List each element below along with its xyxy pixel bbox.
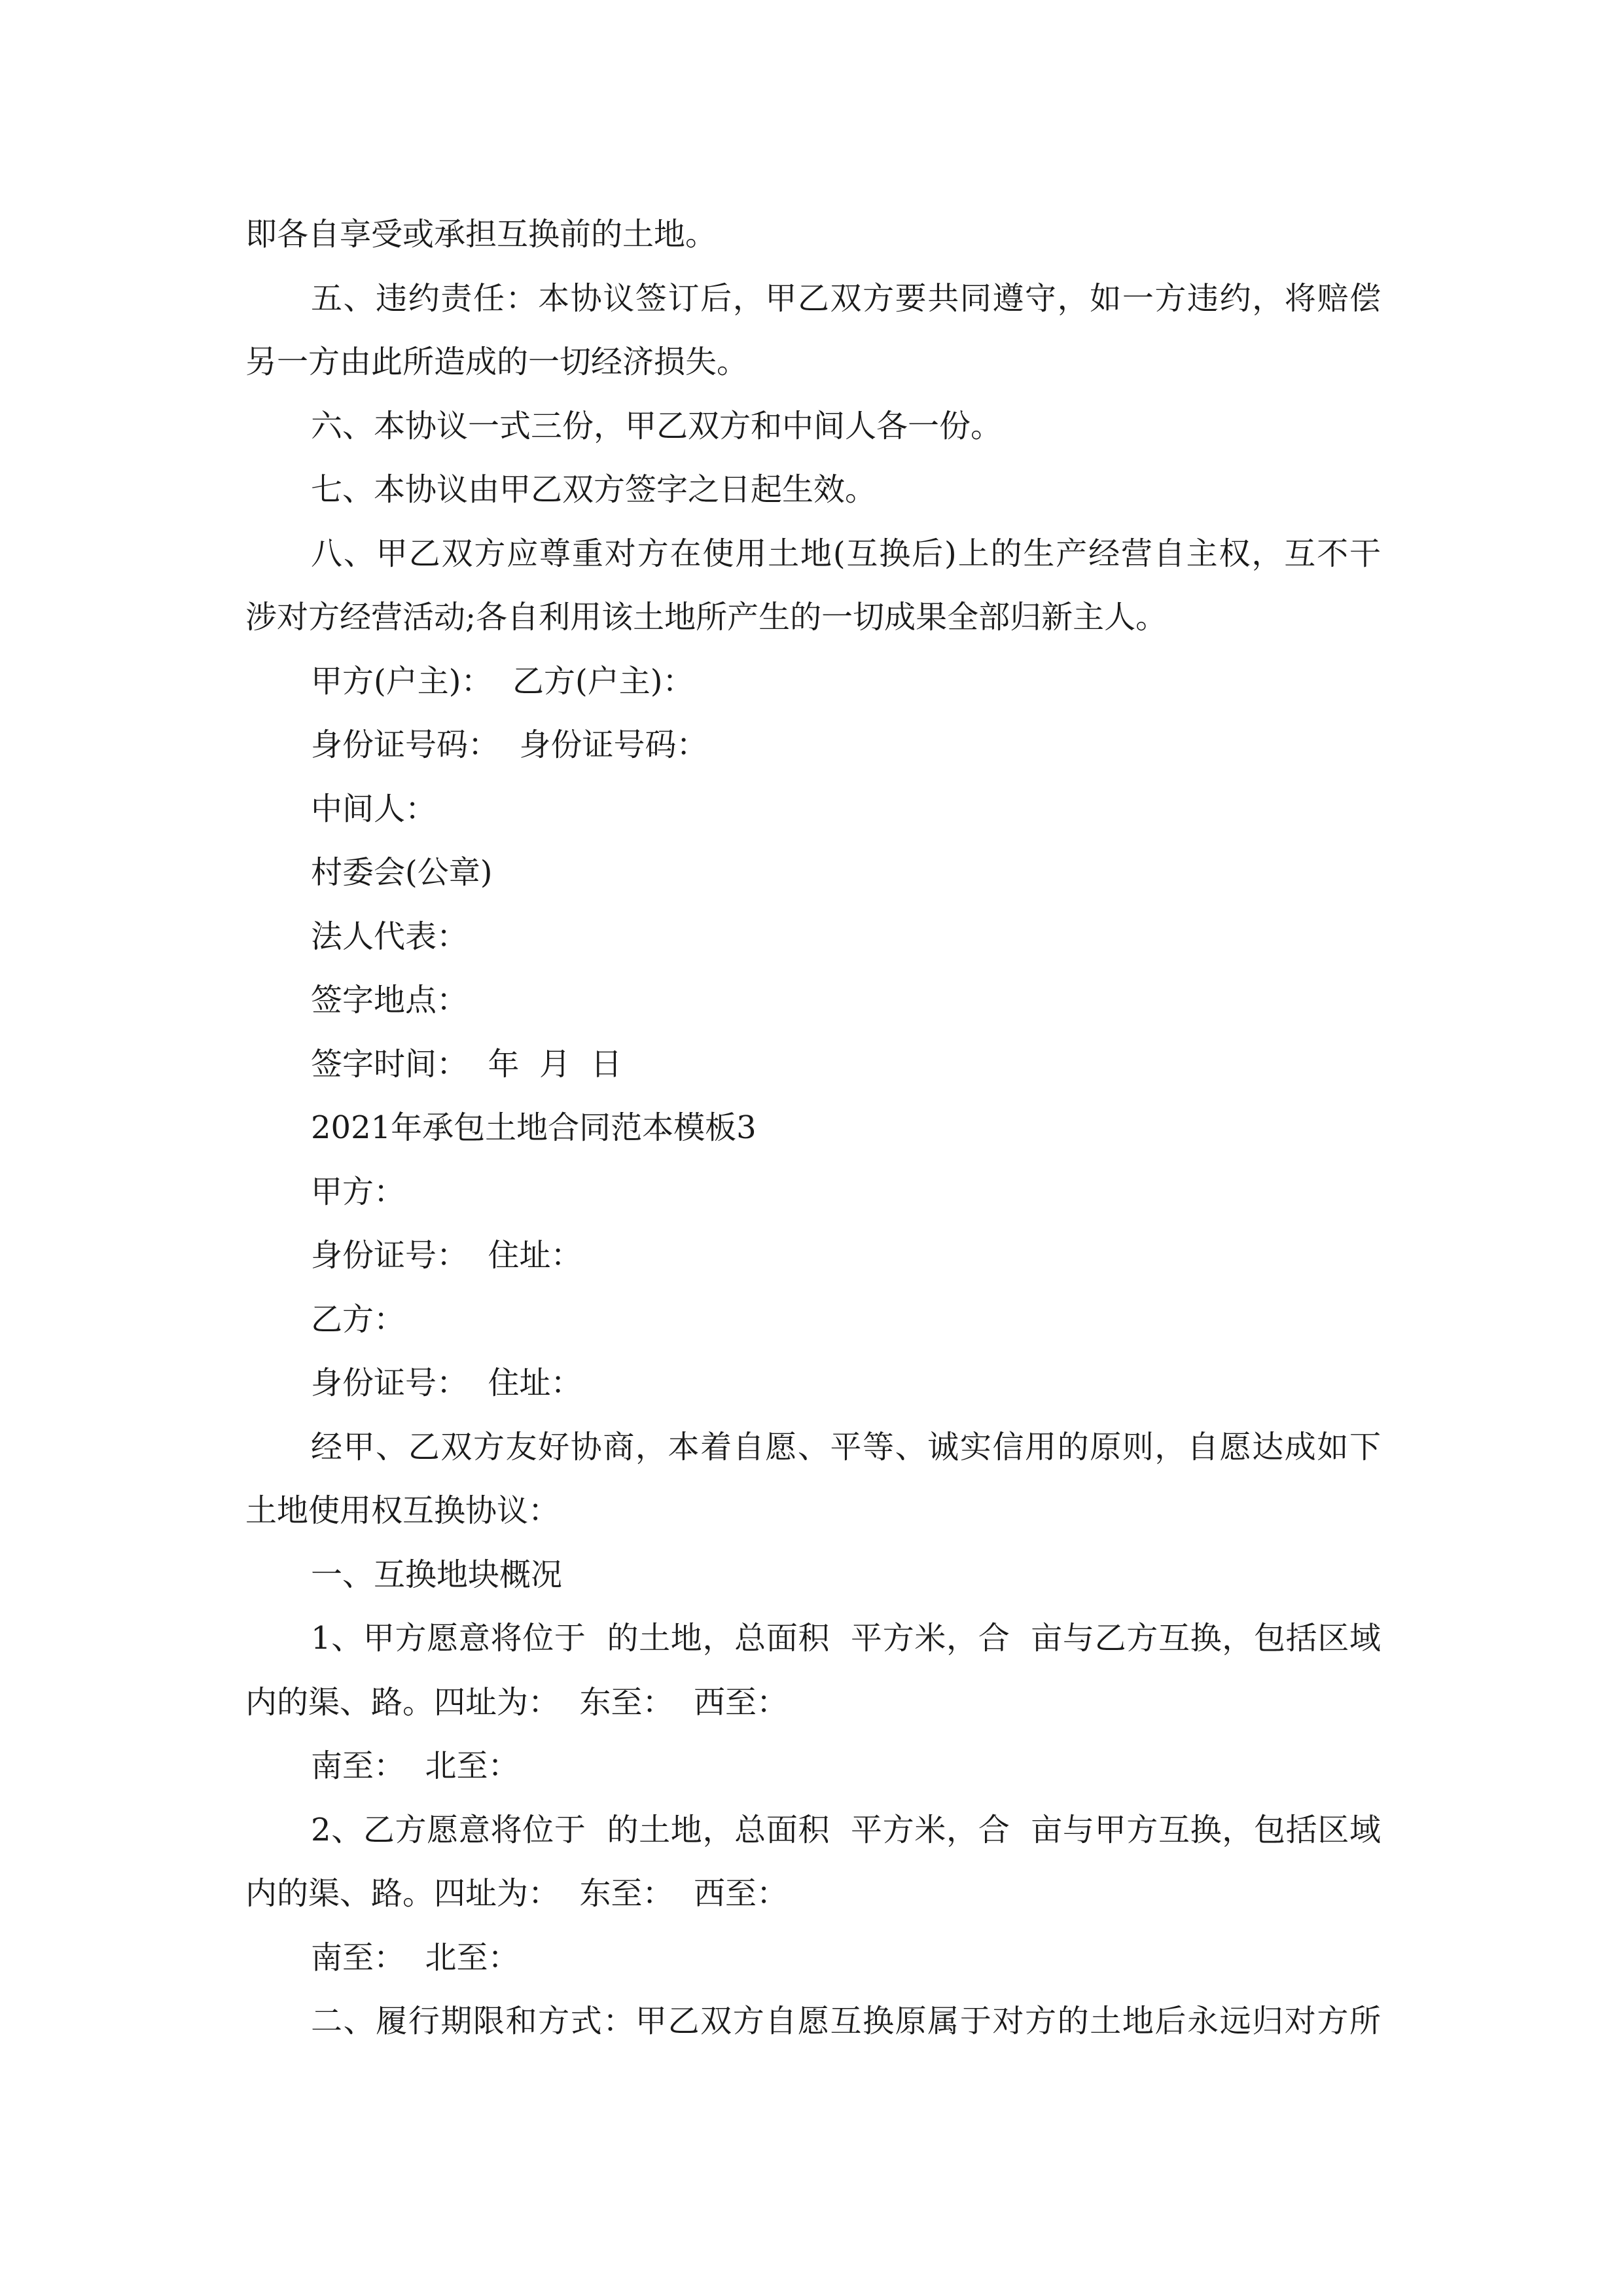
text-line: 二、履行期限和方式：甲乙双方自愿互换原属于对方的土地后永远归对方所	[311, 2003, 1381, 2039]
signature-line-id-numbers: 身份证号码： 身份证号码：	[311, 726, 708, 763]
text-line: 八、甲乙双方应尊重对方在使用土地(互换后)上的生产经营自主权，互不干	[311, 535, 1381, 572]
text-line: 即各自享受或承担互换前的土地。	[245, 216, 717, 253]
text-line: 乙方：	[311, 1300, 406, 1338]
text-line: 内的渠、路。四址为： 东至： 西至：	[245, 1875, 789, 1912]
text-line: 南至： 北至：	[311, 1748, 520, 1784]
signature-line-intermediary: 中间人：	[311, 790, 437, 827]
text-line: 五、违约责任：本协议签订后，甲乙双方要共同遵守，如一方违约，将赔偿	[311, 279, 1381, 317]
text-line: 1、甲方愿意将位于 的土地，总面积 平方米，合 亩与乙方互换，包括区域	[311, 1620, 1381, 1657]
document-body	[245, 203, 1381, 2054]
text-line: 另一方由此所造成的一切经济损失。	[245, 344, 749, 380]
text-line: 南至： 北至：	[311, 1939, 520, 1976]
text-line: 身份证号： 住址：	[311, 1237, 582, 1274]
signature-line-date: 签字时间： 年 月 日	[311, 1045, 622, 1083]
text-line: 身份证号： 住址：	[311, 1365, 582, 1401]
signature-line-village-seal: 村委会(公章)	[311, 854, 493, 891]
text-line: 内的渠、路。四址为： 东至： 西至：	[245, 1683, 789, 1721]
signature-line-location: 签字地点：	[311, 982, 469, 1018]
text-line: 七、本协议由甲乙双方签字之日起生效。	[311, 471, 877, 508]
section-title: 2021年承包土地合同范本模板3	[311, 1109, 757, 1146]
text-line: 2、乙方愿意将位于 的土地，总面积 平方米，合 亩与甲方互换，包括区域	[311, 1811, 1381, 1848]
text-line: 土地使用权互换协议：	[245, 1492, 560, 1529]
text-line: 经甲、乙双方友好协商，本着自愿、平等、诚实信用的原则，自愿达成如下	[311, 1428, 1381, 1465]
text-line: 甲方：	[311, 1173, 406, 1210]
text-line: 涉对方经营活动;各自利用该土地所产生的一切成果全部归新主人。	[245, 599, 1168, 636]
signature-line-legal-rep: 法人代表：	[311, 918, 469, 955]
signature-line-party-names: 甲方(户主)： 乙方(户主)：	[311, 662, 694, 700]
text-line: 六、本协议一式三份，甲乙双方和中间人各一份。	[311, 407, 1003, 444]
clause-heading: 一、互换地块概况	[311, 1556, 563, 1593]
